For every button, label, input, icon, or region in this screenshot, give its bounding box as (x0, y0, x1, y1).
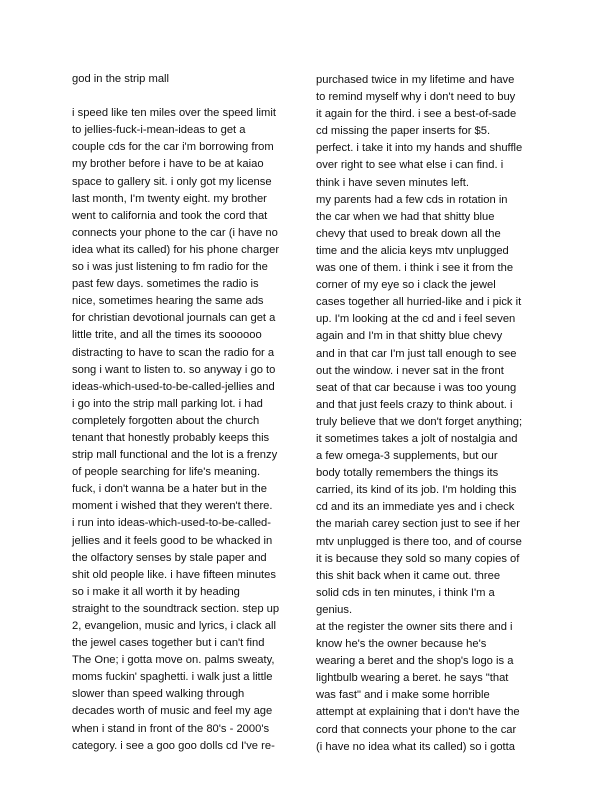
text-line: to remind myself why i don't need to buy (316, 91, 516, 104)
text-line: cd and its an immediate yes and i check (316, 501, 515, 514)
text-line: carried, its kind of its job. I'm holding this (316, 484, 517, 497)
text-line: nice, sometimes hearing the same ads (72, 295, 264, 308)
text-line: this shit back when it came out. three (316, 569, 501, 582)
text-line: decades worth of music and feel my age (72, 705, 273, 718)
text-line: seat of that car because i was too young (316, 381, 517, 394)
text-line: space to gallery sit. i only got my license (72, 175, 272, 188)
text-line: connects your phone to the car (i have no (72, 226, 278, 239)
text-line: the car when we had that shitty blue (316, 210, 495, 223)
text-line: moment i wished that they weren't there. (72, 500, 273, 513)
text-line: (i have no idea what its called) so i gotta (316, 740, 515, 753)
text-line: body totally remembers the things its (316, 467, 499, 480)
text-line: attempt at explaining that i don't have the (316, 706, 520, 719)
text-line: strip mall functional and the lot is a frenzy (72, 449, 278, 462)
text-line: distracting to have to scan the radio for a (72, 346, 275, 359)
text-line: past few days. sometimes the radio is (72, 278, 259, 291)
left-column (72, 71, 297, 755)
text-line: when i stand in front of the 80's - 2000's (72, 722, 270, 735)
text-line: i go into the strip mall parking lot. i had (72, 397, 263, 410)
text-line: up. I'm looking at the cd and i feel seven (316, 313, 516, 326)
text-line: at the register the owner sits there and i (316, 621, 513, 633)
text-line: again and I'm in that shitty blue chevy (316, 330, 503, 343)
text-line: i run into ideas-which-used-to-be-called- (72, 517, 271, 530)
text-line: it again for the third. i see a best-of-sade (316, 108, 517, 121)
text-line: category. i see a goo goo dolls cd I've re- (72, 739, 275, 752)
text-line: know he's the owner because he's (316, 638, 487, 651)
text-line: a few omega-3 supplements, but our (316, 450, 498, 463)
text-line: my brother before i have to be at kaiao (72, 158, 264, 171)
text-line: so i make it all worth it by heading (72, 585, 240, 598)
text-line: the mariah carey section just to see if her (316, 518, 520, 531)
text-line: 2, evangelion, music and lyrics, i clack all (72, 620, 276, 632)
text-line: over right to see what else i can find. i (316, 159, 504, 172)
page-title: god in the strip mall (72, 73, 170, 85)
text-line: cases together all hurried-like and i pick it (316, 296, 522, 309)
text-line: was fast" and i make some horrible (316, 689, 490, 702)
text-line: tenant that honestly probably keeps this (72, 431, 270, 444)
text-line: perfect. i take it into my hands and shuffle (316, 142, 523, 155)
text-line: went to california and took the cord that (72, 209, 268, 222)
text-line: straight to the soundtrack section. step up (72, 602, 280, 615)
text-line: couple cds for the car i'm borrowing from (72, 141, 274, 154)
text-line: was one of them. i think i see it from the (316, 262, 514, 275)
text-line: slower than speed walking through (72, 688, 245, 701)
text-line: it is because they sold so many copies of (316, 552, 520, 565)
text-line: little trite, and all the times its soooooo (72, 329, 262, 342)
text-line: cord that connects your phone to the car (316, 723, 517, 736)
text-line: The One; i gotta move on. palms sweaty, (72, 654, 275, 667)
text-line: wearing a beret and the shop's logo is a (316, 655, 514, 668)
text-line: out the window. i never sat in the front (316, 364, 504, 377)
text-line: shit old people like. i have fifteen minutes (72, 568, 276, 581)
text-line: chevy that used to break down all the (316, 227, 501, 240)
left-column-text (72, 105, 297, 755)
text-line: ideas-which-used-to-be-called-jellies and (72, 380, 275, 393)
text-line: idea what its called) for his phone charger (72, 243, 280, 256)
text-line: completely forgotten about the church (72, 414, 260, 427)
text-line: i speed like ten miles over the speed limit (72, 107, 276, 120)
text-line: song i want to listen to. so anyway i go to (72, 363, 276, 376)
text-line: so i was just listening to fm radio for the (72, 261, 268, 274)
text-line: purchased twice in my lifetime and have (316, 74, 515, 86)
text-line: of people searching for life's meaning. (72, 466, 261, 479)
text-line: last month, I'm twenty eight. my brother (72, 192, 267, 205)
text-line: moms fuckin' spaghetti. i walk just a little (72, 671, 273, 684)
text-line: jellies and it feels good to be whacked in (72, 534, 273, 547)
text-line: my parents had a few cds in rotation in (316, 193, 508, 206)
text-line: fuck, i don't wanna be a hater but in the (72, 483, 267, 496)
text-line: to jellies-fuck-i-mean-ideas to get a (72, 124, 246, 137)
text-line: and that just feels crazy to think about. i (316, 398, 513, 411)
text-line: corner of my eye so i clack the jewel (316, 279, 496, 292)
text-line: think i have seven minutes left. (316, 176, 469, 189)
text-line: the olfactory senses by stale paper and (72, 551, 267, 564)
text-line: and in that car I'm just tall enough to see (316, 347, 517, 360)
text-line: for christian devotional journals can get a (72, 312, 276, 325)
text-line: time and the alicia keys mtv unplugged (316, 244, 509, 257)
text-line: it sometimes takes a jolt of nostalgia and (316, 432, 518, 445)
text-line: truly believe that we don't forget anything; (316, 415, 523, 428)
right-column (316, 72, 541, 756)
text-line: lightbulb wearing a beret. he says "that (316, 672, 509, 685)
right-column-text (316, 72, 541, 756)
text-line: mtv unplugged is there too, and of course (316, 535, 522, 548)
text-line: cd missing the paper inserts for $5. (316, 125, 491, 138)
text-line: solid cds in ten minutes, i think I'm a (316, 586, 495, 599)
text-line: the jewel cases together but i can't find (72, 637, 265, 650)
text-line: genius. (316, 603, 353, 616)
